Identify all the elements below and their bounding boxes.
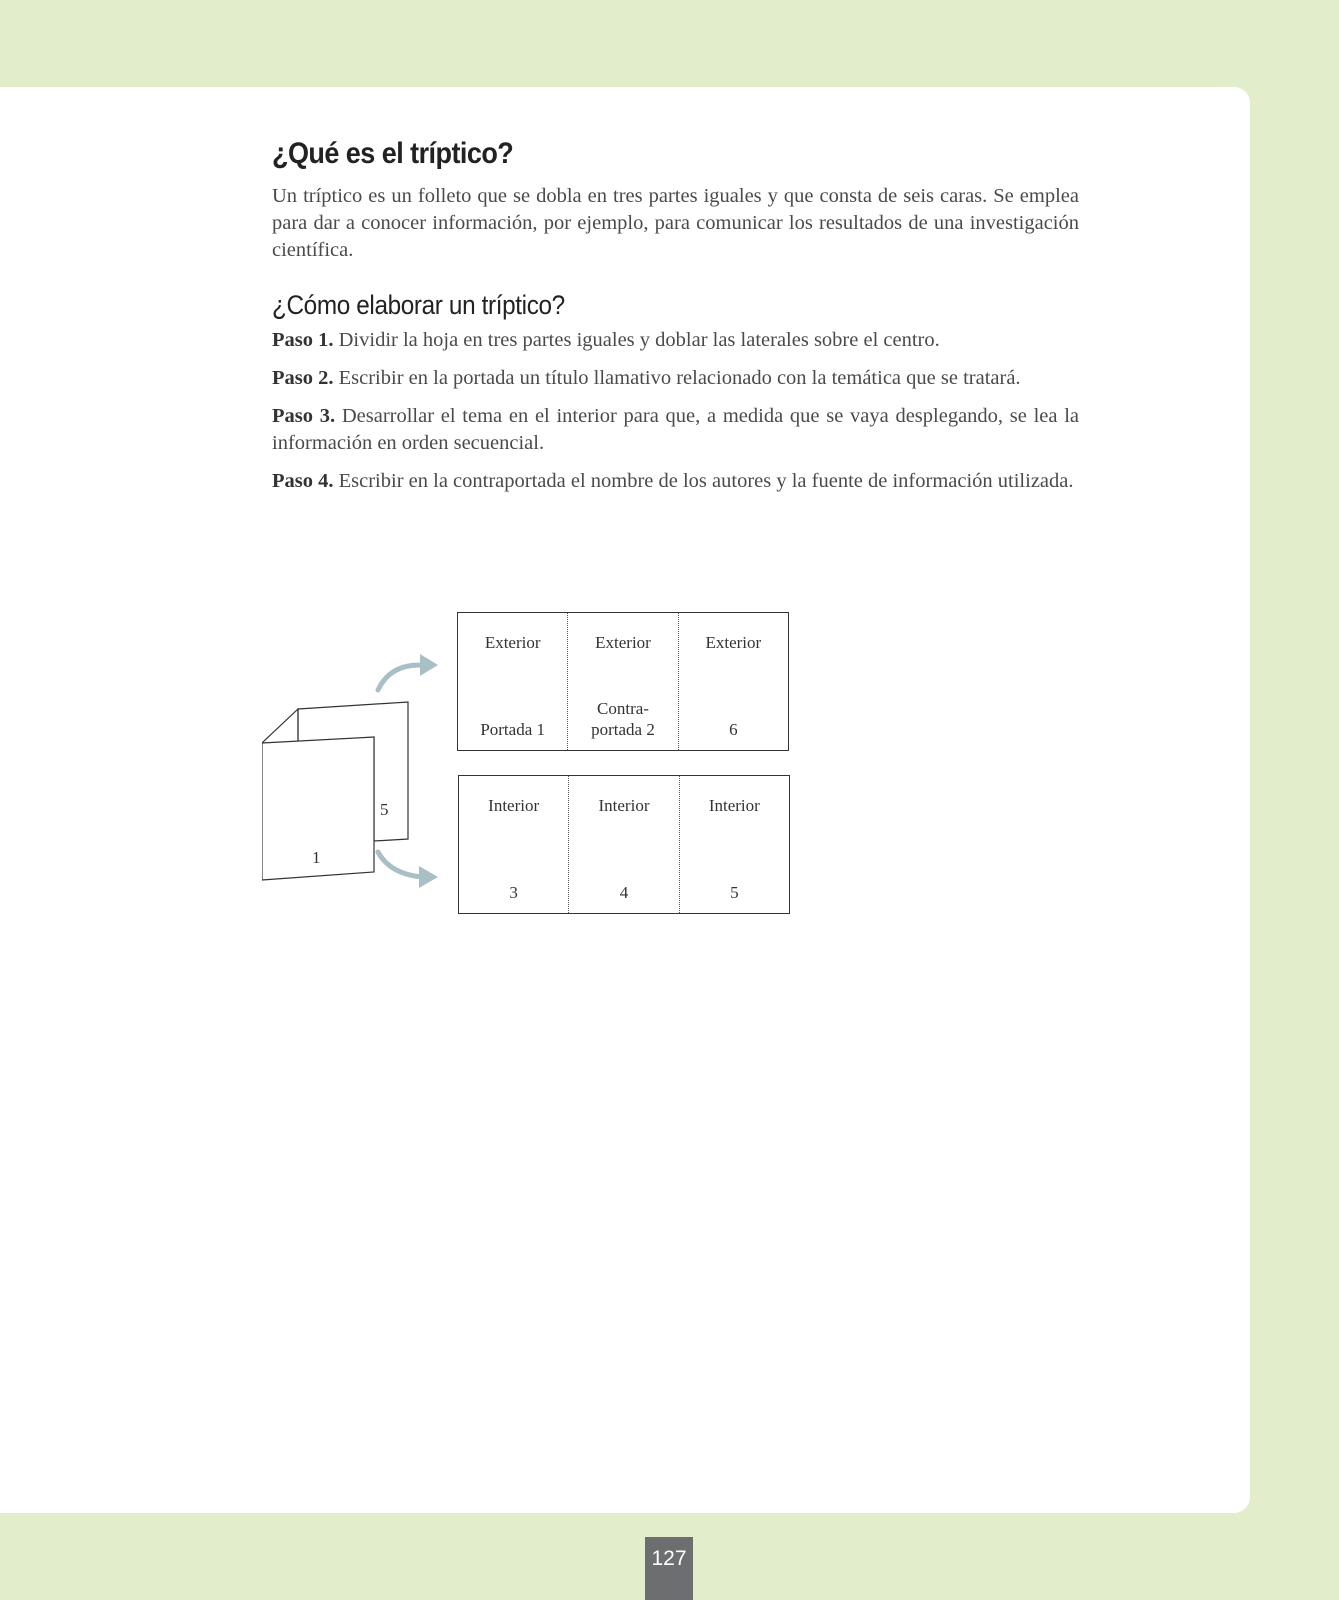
exterior-cell-2 [568, 613, 678, 750]
folded-back-number: 5 [380, 800, 389, 819]
cell-top-label: Interior [708, 796, 760, 815]
interior-cell-2 [569, 776, 679, 913]
step-text: Desarrollar el tema en el interior para que, a medida que se vaya desplegando, se lea la información en orden secuencial. [272, 405, 1080, 454]
cell-top-label: Exterior [595, 633, 651, 652]
exterior-cell-1 [458, 613, 568, 750]
step-text: Escribir en la portada un título llamativo relacionado con la temática que se tratará. [338, 367, 1021, 389]
page-content [272, 137, 1080, 902]
step-text: Escribir en la contraportada el nombre de los autores y la fuente de información utilizada. [338, 470, 1074, 492]
step-label: Paso 1. [272, 329, 334, 351]
cell-bottom-label: 6 [729, 720, 738, 739]
arrow-down-head-icon [419, 866, 438, 888]
exterior-cell-3 [679, 613, 788, 750]
triptych-diagram [262, 612, 802, 932]
section-body-what-is: Un tríptico es un folleto que se dobla en tres partes iguales y que consta de seis caras. Se emplea para dar a conocer información, por ejemplo, para comunicar los resultados de una investigación científica. [272, 185, 1079, 261]
cell-bottom-label: Portada 1 [480, 720, 545, 739]
cell-bottom-label: Contra- portada 2 [591, 699, 655, 739]
step-text: Dividir la hoja en tres partes iguales y doblar las laterales sobre el centro. [338, 329, 940, 351]
step-2 [272, 365, 1079, 392]
cell-top-label: Exterior [705, 633, 762, 652]
step-4 [272, 468, 1079, 495]
cell-top-label: Exterior [484, 633, 541, 652]
page-number: 127 [645, 1537, 693, 1600]
cell-bottom-label: 3 [509, 883, 518, 902]
cell-bottom-label: 5 [730, 883, 739, 902]
exterior-faces-grid [457, 612, 789, 751]
folded-triptych-illustration [262, 612, 462, 932]
steps-list [272, 327, 1079, 495]
section-title-how-to: ¿Cómo elaborar un tríptico? [272, 290, 565, 320]
step-label: Paso 2. [272, 367, 334, 389]
step-label: Paso 3. [272, 405, 336, 427]
step-3 [272, 403, 1079, 457]
interior-cell-3 [680, 776, 789, 913]
folded-top-fold [262, 709, 298, 743]
arrow-up-head-icon [420, 654, 438, 676]
cell-top-label: Interior [598, 796, 650, 815]
cell-bottom-label: 4 [619, 883, 629, 902]
arrow-up-icon [378, 665, 422, 690]
cell-top-label: Interior [488, 796, 540, 815]
page-sheet [0, 87, 1250, 1513]
step-label: Paso 4. [272, 470, 334, 492]
arrow-down-icon [378, 852, 422, 877]
section-title-what-is: ¿Qué es el tríptico? [272, 137, 514, 170]
folded-front-number: 1 [312, 848, 321, 867]
interior-faces-grid [458, 775, 790, 914]
interior-cell-1 [459, 776, 569, 913]
step-1 [272, 327, 1079, 354]
